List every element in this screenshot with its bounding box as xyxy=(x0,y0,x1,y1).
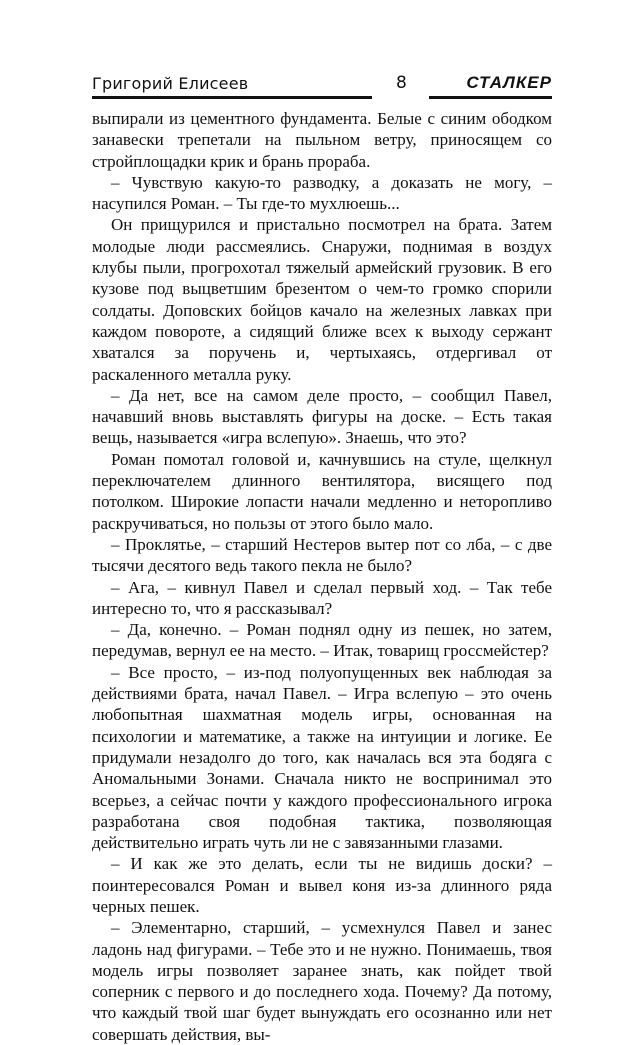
paragraph: Роман помотал головой и, качнувшись на стуле, щелкнул переключателем длинного вентилятора, висящего под потолком. Широкие лопасти начали медленно и неторопливо раскручиваться, но пользы от этого было мало. xyxy=(92,449,552,533)
page-number: 8 xyxy=(396,73,407,93)
paragraph: – Ага, – кивнул Павел и сделал первый ход. – Так тебе интересно то, что я рассказывал? xyxy=(92,577,552,618)
paragraph: – Все просто, – из-под полуопущенных век наблюдая за действиями брата, начал Павел. – Игра вслепую – это очень любопытная шахматная модель игры, основанная на психологии и математике, а также на интуиции и логике. Ее придумали незадолго до того, как началась вся эта бодяга с Аномальными Зонами. Сначала никто не воспринимал это всерьез, а сейчас почти у каждого профессионального игрока разработана своя подобная тактика, позволяющая действительно играть чуть ли не с завязанными глазами. xyxy=(92,662,552,853)
paragraph: – И как же это делать, если ты не видишь доски? – поинтересовался Роман и вывел коня из-за длинного ряда черных пешек. xyxy=(92,854,552,916)
header-rule-left xyxy=(92,96,372,99)
paragraph: – Да нет, все на самом деле просто, – сообщил Павел, начавший вновь выставлять фигуры на доске. – Есть такая вещь, называется «игра вслепую». Знаешь, что это? xyxy=(92,385,552,448)
paragraph: – Проклятье, – старший Нестеров вытер пот со лба, – с две тысячи десятого ведь такого пекла не было? xyxy=(92,534,552,576)
paragraph: Он прищурился и пристально посмотрел на брата. Затем молодые люди рассмеялись. Снаружи, поднимая в воздух клубы пыли, прогрохотал тяжелый армейский грузовик. В его кузове под выцветшим брезентом о чем-то громко спорили солдаты. Доповских бойцов качало на железных лавках при каждом повороте, а сидящий ближе всех к выходу сержант хватался за поручень и, чертыхаясь, отдергивал от раскаленного металла руку. xyxy=(92,215,552,384)
paragraph: – Да, конечно. – Роман поднял одну из пешек, но затем, передумав, вернул ее на место. – Итак, товарищ гроссмейстер? xyxy=(92,620,552,661)
header-series-title: СТАЛКЕР xyxy=(466,73,552,92)
header-author: Григорий Елисеев xyxy=(92,74,249,93)
page-body xyxy=(92,108,552,1045)
paragraph: выпирали из цементного фундамента. Белые с синим ободком занавески трепетали на пыльном ветру, приносящем со стройплощадки крик и брань прораба. xyxy=(92,109,552,171)
header-rule-right xyxy=(429,96,552,99)
paragraph: – Чувствую какую-то разводку, а доказать не могу, – насупился Роман. – Ты где-то мухлюешь... xyxy=(92,172,552,214)
paragraph: – Элементарно, старший, – усмехнулся Павел и занес ладонь над фигурами. – Тебе это и не нужно. Понимаешь, твоя модель игры позволяет заранее знать, как пойдет твой соперник с первого и до последнего хода. Почему? Да потому, что каждый твой шаг будет вынуждать его осознанно или нет совершать действия, вы- xyxy=(92,918,552,1044)
running-header xyxy=(92,71,552,99)
